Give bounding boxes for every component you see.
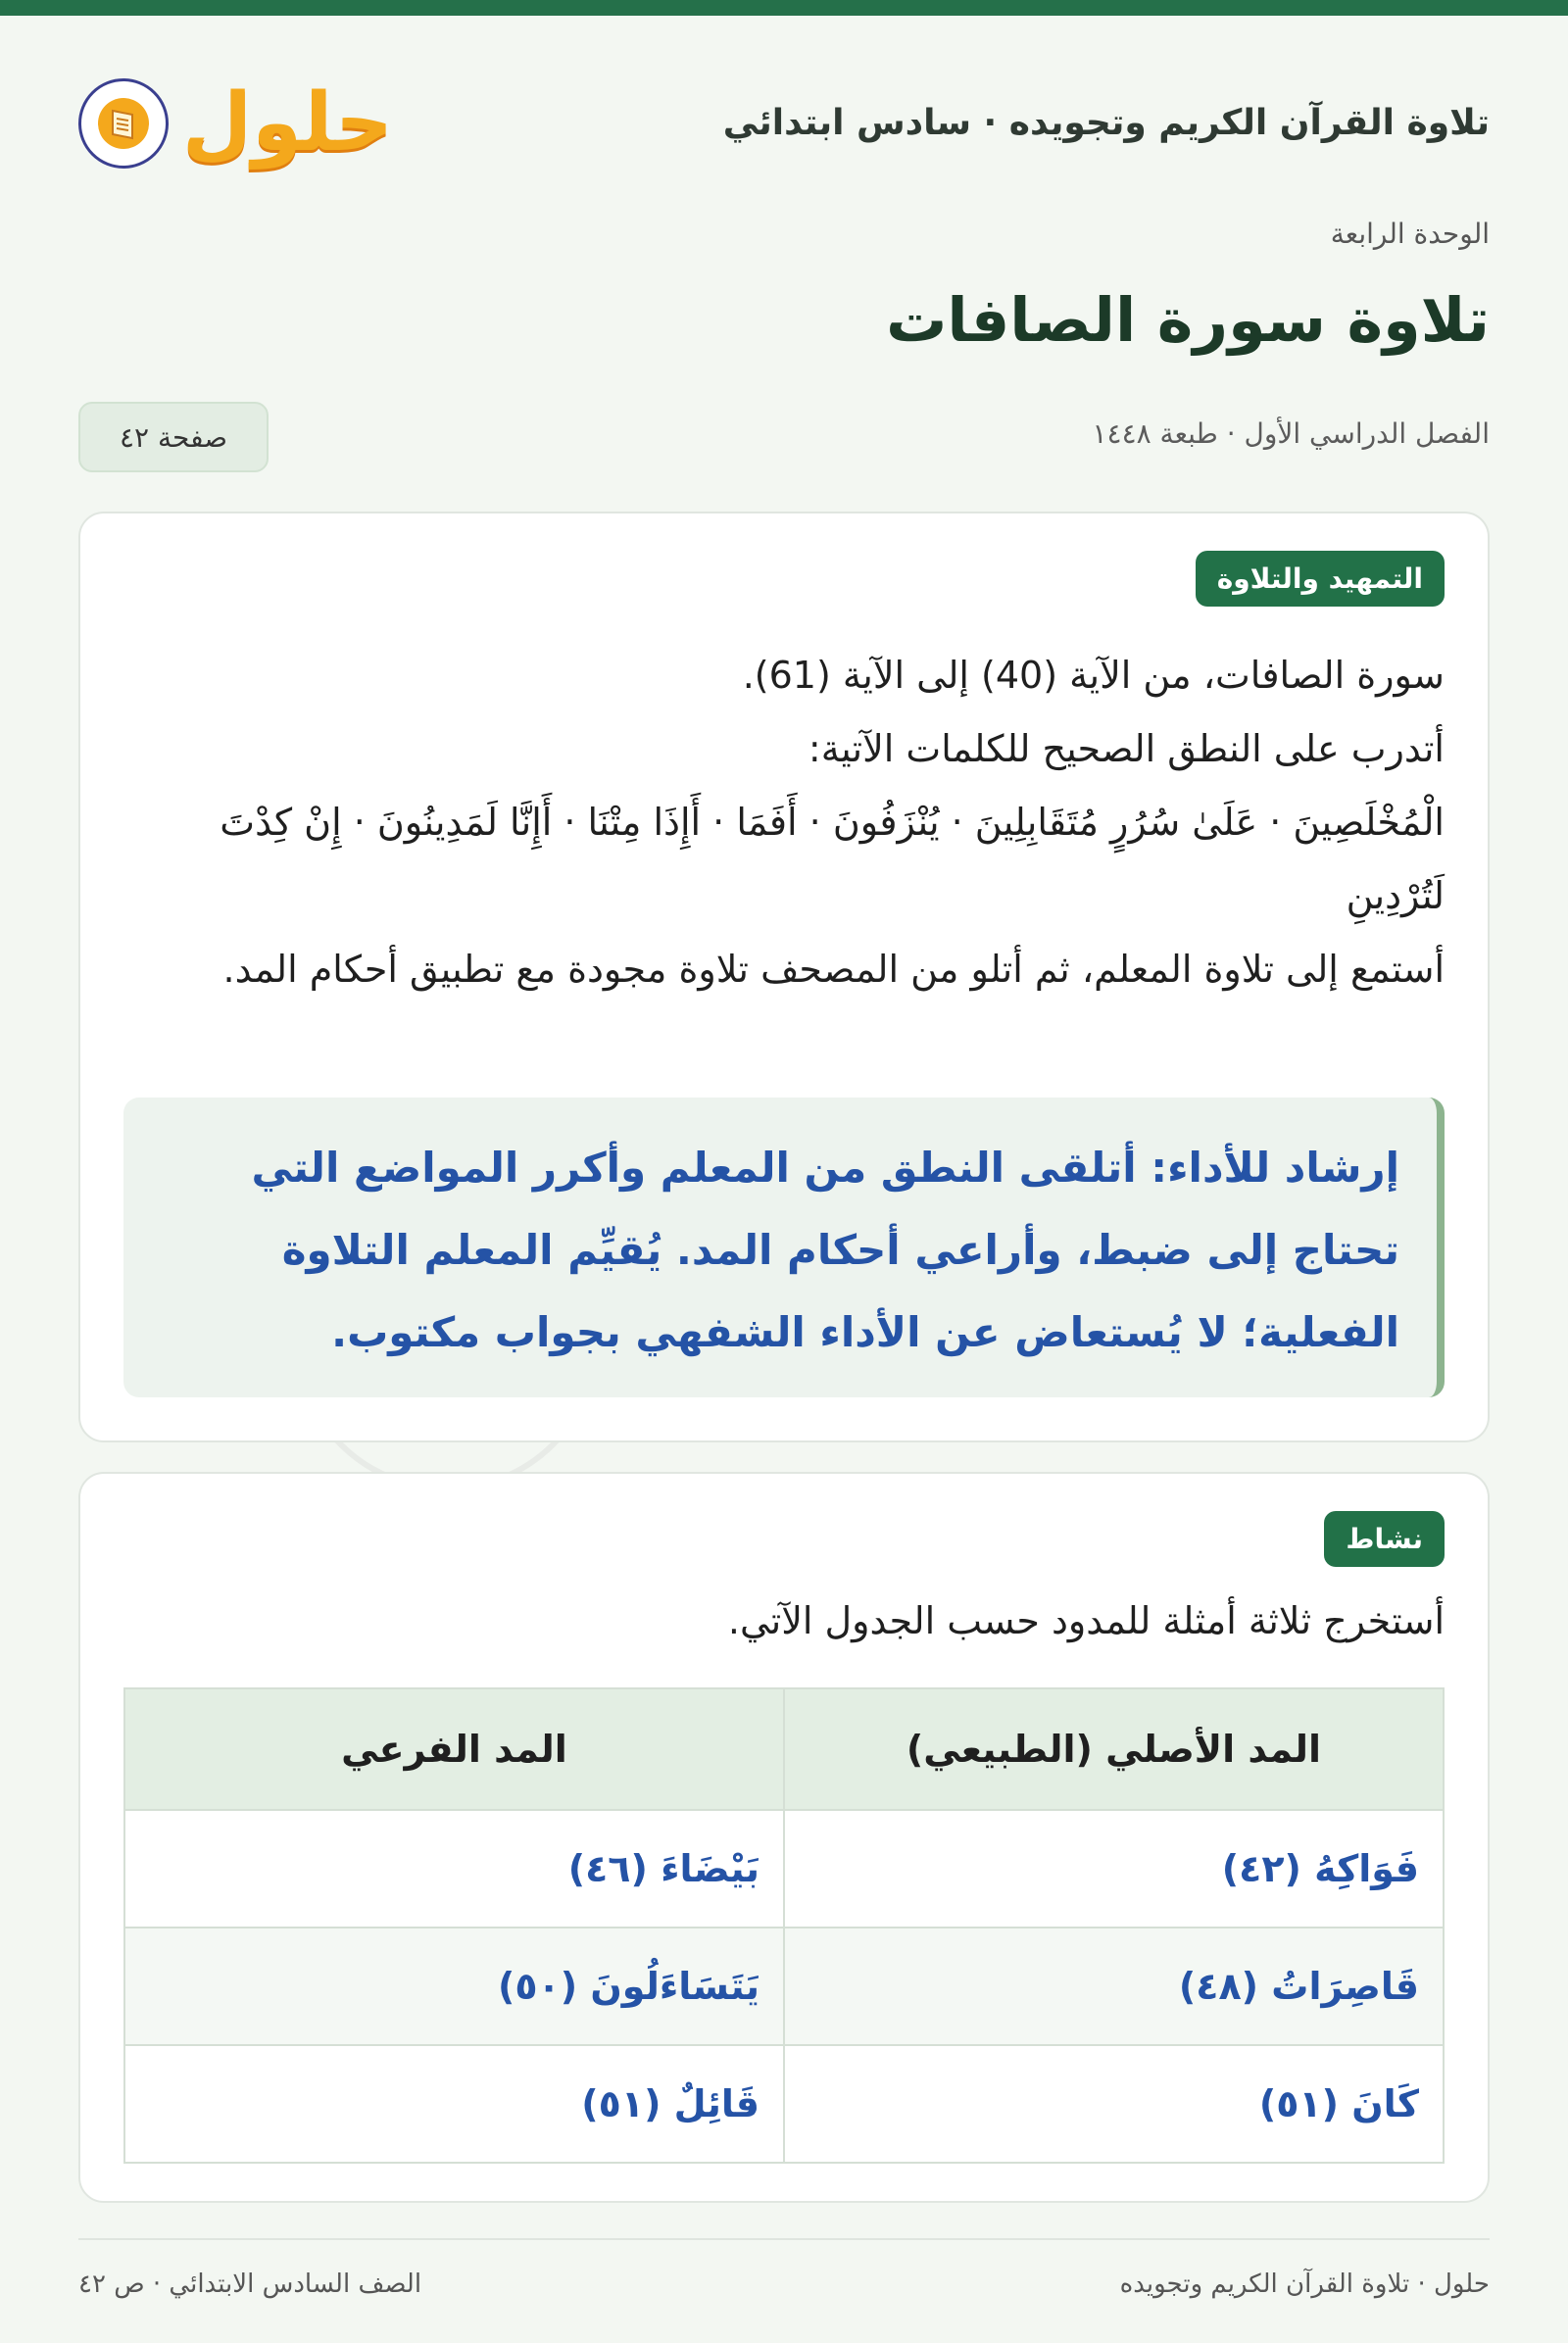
activity-card [78,1472,1490,2203]
surah-range: سورة الصافات، من الآية (40) إلى الآية (61). [742,654,1445,697]
column-header-original: المد الأصلي (الطبيعي) [784,1688,1444,1810]
table-row [124,2045,1444,2163]
book-icon [78,78,169,169]
column-header-derived: المد الفرعي [124,1688,784,1810]
table-row [124,1928,1444,2045]
top-accent-bar [0,0,1568,16]
lesson-title: تلاوة سورة الصافات [886,284,1490,356]
table-cell: يَتَسَاءَلُونَ (٥٠) [124,1928,784,2045]
table-cell: فَوَاكِهُ (٤٢) [784,1810,1444,1928]
table-cell: كَانَ (٥١) [784,2045,1444,2163]
intro-body [123,639,1445,1006]
site-header [78,57,1490,189]
unit-label: الوحدة الرابعة [1330,218,1490,250]
performance-note: إرشاد للأداء: أتلقى النطق من المعلم وأكرر المواضع التي تحتاج إلى ضبط، وأراعي أحكام المد. يُقيِّم المعلم التلاوة الفعلية؛ لا يُستعاض عن الأداء الشفهي بجواب مكتوب. [123,1098,1445,1397]
footer-site: حلول · تلاوة القرآن الكريم وتجويده [1119,2270,1490,2299]
edition-info: الفصل الدراسي الأول · طبعة ١٤٤٨ [1092,417,1490,450]
activity-intro: أستخرج ثلاثة أمثلة للمدود حسب الجدول الآتي. [727,1599,1445,1642]
intro-card [78,512,1490,1442]
listen-instruction: أستمع إلى تلاوة المعلم، ثم أتلو من المصحف تلاوة مجودة مع تطبيق أحكام المد. [222,948,1445,991]
activity-tag: نشاط [1324,1511,1445,1567]
logo-wordmark: حلول [182,75,394,170]
madd-table [123,1687,1445,2164]
course-title: تلاوة القرآن الكريم وتجويده · سادس ابتدائي [722,103,1490,143]
table-cell: قَاصِرَاتُ (٤٨) [784,1928,1444,2045]
table-row [124,1810,1444,1928]
table-cell: قَائِلٌ (٥١) [124,2045,784,2163]
table-cell: بَيْضَاءَ (٤٦) [124,1810,784,1928]
practice-instruction: أتدرب على النطق الصحيح للكلمات الآتية: [808,727,1445,770]
practice-words: الْمُخْلَصِينَ · عَلَىٰ سُرُرٍ مُتَقَابِلِينَ · يُنْزَفُونَ · أَفَمَا · أَإِذَا مِتْنَا · أَإِنَّا لَمَدِينُونَ · إِنْ كِدْتَ لَتُرْدِينِ [220,801,1445,917]
page-footer [78,2238,1490,2299]
footer-grade: الصف السادس الابتدائي · ص ٤٢ [78,2270,422,2299]
section-tag: التمهيد والتلاوة [1196,551,1445,607]
page-badge: صفحة ٤٢ [78,402,269,472]
site-logo[interactable] [78,75,394,170]
